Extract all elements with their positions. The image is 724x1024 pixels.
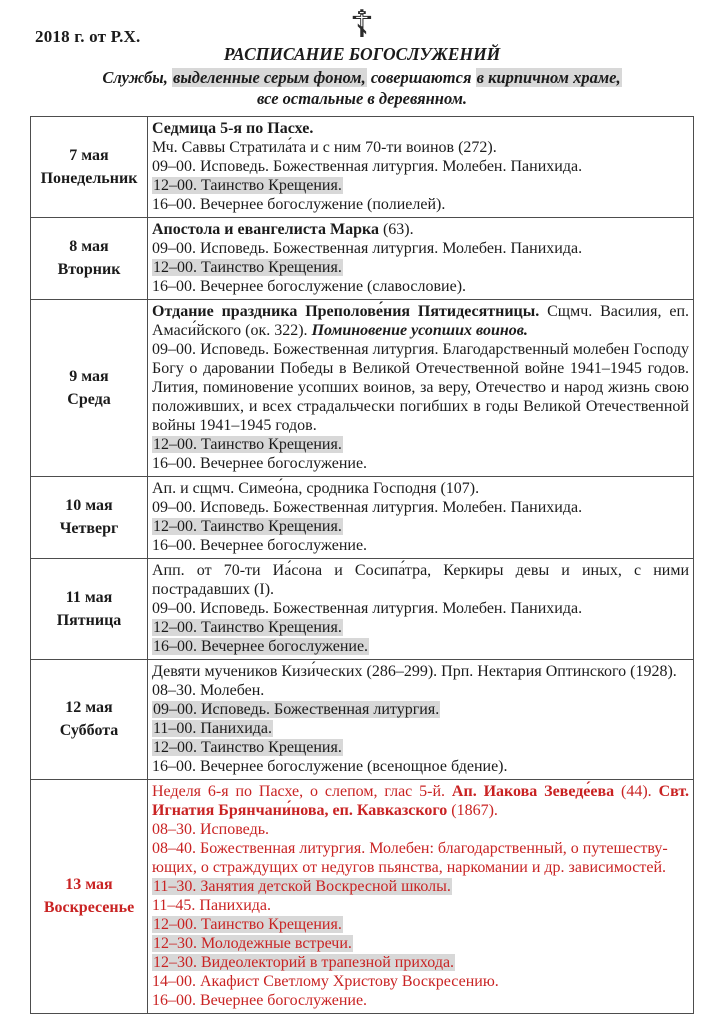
date-label: 8 мая	[69, 238, 109, 255]
text-segment: 11–30. Занятия детской Воскресной школы.	[153, 878, 451, 895]
text-segment: Седмица 5-я по Пасхе.	[152, 120, 314, 137]
document-header	[0, 0, 724, 109]
service-line	[152, 498, 689, 517]
service-line	[152, 738, 689, 757]
schedule-title: РАСПИСАНИЕ БОГОСЛУЖЕНИЙ	[223, 44, 501, 64]
services-cell	[148, 559, 694, 660]
service-line	[152, 517, 689, 536]
service-line	[152, 138, 689, 157]
text-segment: 12–00. Таинство Крещения.	[153, 259, 342, 276]
table-row	[31, 218, 694, 300]
text-segment: Сщмч. Василия, еп. Амаси́йского (ок. 322).	[152, 303, 690, 339]
text-segment: 12–00. Таинство Крещения.	[153, 518, 342, 535]
service-line	[152, 536, 689, 555]
text-segment: 16–00. Вечернее богослужение (славословие).	[152, 278, 467, 295]
text-segment: выделенные серым фоном,	[172, 68, 366, 87]
date-label: 7 мая	[69, 146, 109, 164]
weekday-label: Пятница	[56, 611, 122, 629]
text-segment: 12–00. Таинство Крещения.	[153, 177, 342, 194]
service-line	[152, 896, 689, 915]
service-line	[152, 991, 689, 1010]
subtitle-line-2: все остальные в деревянном.	[256, 89, 468, 108]
date-cell	[31, 477, 148, 559]
text-segment: 09–00. Исповедь. Божественная литургия. Молебен. Панихида.	[152, 600, 583, 617]
text-segment: Девяти мучеников Кизи́ческих (286–299). Прп. Нектария Оптинского (1928).	[152, 663, 677, 680]
text-segment: 16–00. Вечернее богослужение.	[152, 455, 368, 472]
date-cell	[31, 300, 148, 477]
service-line	[152, 953, 689, 972]
service-line	[152, 258, 689, 277]
service-line	[152, 561, 689, 599]
text-segment: 16–00. Вечернее богослужение.	[152, 992, 368, 1009]
text-segment: 12–00. Таинство Крещения.	[153, 436, 342, 453]
table-row	[31, 660, 694, 780]
service-line	[152, 277, 689, 296]
text-segment: 09–00. Исповедь. Божественная литургия. Молебен. Панихида.	[152, 499, 583, 516]
table-row	[31, 559, 694, 660]
text-segment: в кирпичном храме,	[476, 68, 621, 87]
text-segment: 08–30. Молебен.	[152, 682, 265, 699]
text-segment: Поминовение усопших воинов.	[311, 322, 528, 339]
service-line	[152, 220, 689, 239]
service-line	[152, 637, 689, 656]
date-cell	[31, 218, 148, 300]
service-line	[152, 195, 689, 214]
service-line	[152, 934, 689, 953]
service-line	[152, 239, 689, 258]
text-segment: Апп. от 70-ти Иа́сона и Сосипа́тра, Керкиры девы и иных, с ними пострадавших (I).	[152, 562, 689, 598]
weekday-label: Понедельник	[40, 169, 138, 187]
date-label: 10 мая	[65, 497, 113, 514]
service-line	[152, 435, 689, 454]
weekday-label: Суббота	[59, 722, 119, 739]
text-segment: Свт. Игнатия Брянчани́нова, еп. Кавказского	[152, 783, 690, 819]
service-line	[152, 599, 689, 618]
service-line	[152, 157, 689, 176]
date-label: 9 мая	[69, 367, 109, 385]
service-line	[152, 681, 689, 700]
text-segment: 12–00. Таинство Крещения.	[153, 916, 342, 933]
text-segment: 08–40. Божественная литургия. Молебен: благодарственный, о путешеству-	[152, 840, 668, 857]
service-line	[152, 454, 689, 473]
subtitle-line-1	[0, 67, 724, 88]
service-line	[152, 618, 689, 637]
weekday-label: Воскресенье	[43, 899, 135, 916]
service-line	[152, 972, 689, 991]
date-label: 11 мая	[65, 588, 113, 606]
table-row	[31, 300, 694, 477]
service-line	[152, 820, 689, 839]
date-label: 13 мая	[65, 876, 113, 893]
text-segment: Ап. и сщмч. Симео́на, сродника Господня (107).	[152, 480, 480, 497]
text-segment: 12–00. Таинство Крещения.	[153, 619, 342, 636]
weekday-label: Среда	[67, 390, 111, 408]
service-line	[152, 119, 689, 138]
text-segment: 08–30. Исповедь.	[152, 821, 270, 838]
text-segment: 12–30. Видеолекторий в трапезной прихода.	[153, 954, 455, 971]
text-segment: 16–00. Вечернее богослужение (полиелей).	[152, 196, 446, 213]
text-segment: совершаются	[366, 68, 476, 87]
date-cell	[31, 559, 148, 660]
text-segment: 16–00. Вечернее богослужение.	[152, 537, 368, 554]
text-segment: ющих, о страждущих от недугов пьянства, наркомании и др. зависимостей.	[152, 859, 667, 876]
text-segment: 16–00. Вечернее богослужение (всенощное бдение).	[152, 758, 508, 775]
service-line	[152, 700, 689, 719]
orthodox-cross-icon: ☦	[349, 2, 375, 46]
services-cell	[148, 660, 694, 780]
text-segment: Ап. Иакова Зеведе́ева	[451, 783, 615, 800]
weekday-label: Четверг	[59, 520, 119, 537]
service-line	[152, 782, 689, 820]
service-line	[152, 839, 689, 877]
table-row	[31, 117, 694, 218]
weekday-label: Вторник	[57, 261, 121, 278]
text-segment: 12–30. Молодежные встречи.	[153, 935, 352, 952]
text-segment: (44).	[614, 783, 659, 800]
text-segment: 09–00. Исповедь. Божественная литургия.	[153, 701, 440, 718]
table-row	[31, 477, 694, 559]
service-line	[152, 176, 689, 195]
service-line	[152, 662, 689, 681]
service-line	[152, 915, 689, 934]
text-segment: Неделя 6-я по Пасхе, о слепом, глас 5-й.	[152, 783, 452, 800]
service-line	[152, 757, 689, 776]
text-segment: Отдание праздника Преполове́ния Пятидесятницы.	[152, 303, 540, 320]
services-cell	[148, 780, 694, 1014]
text-segment: 09–00. Исповедь. Божественная литургия. Молебен. Панихида.	[152, 240, 583, 257]
schedule-table	[30, 116, 694, 1014]
date-cell	[31, 660, 148, 780]
text-segment: 16–00. Вечернее богослужение.	[153, 638, 369, 655]
services-cell	[148, 477, 694, 559]
service-line	[152, 719, 689, 738]
text-segment: 11–45. Панихида.	[152, 897, 271, 914]
text-segment: 12–00. Таинство Крещения.	[153, 739, 342, 756]
service-line	[152, 302, 689, 340]
table-row	[31, 780, 694, 1014]
service-line	[152, 877, 689, 896]
date-cell	[31, 117, 148, 218]
date-cell	[31, 780, 148, 1014]
text-segment: Мч. Саввы Стратила́та и с ним 70-ти воинов (272).	[152, 139, 497, 156]
services-cell	[148, 300, 694, 477]
service-line	[152, 479, 689, 498]
text-segment: 09–00. Исповедь. Божественная литургия. Молебен. Панихида.	[152, 158, 583, 175]
text-segment: 09–00. Исповедь. Божественная литургия. Благодарственный молебен Господу Богу о даровании Победы в Великой Отечественной войне 1941–1945 годов. Лития, поминовение усопших воинов, за веру, Отечество и народ жизнь свою положивших, и всех страдальчески погибших в годы Великой Отечественной войны 1941–1945 годов.	[152, 341, 689, 434]
text-segment: Службы,	[102, 68, 172, 87]
services-cell	[148, 218, 694, 300]
text-segment: 11–00. Панихида.	[153, 720, 272, 737]
schedule-subtitle	[0, 67, 724, 109]
service-line	[152, 340, 689, 435]
text-segment: Апостола и евангелиста Марка	[152, 221, 379, 238]
text-segment: (1867).	[447, 802, 498, 819]
text-segment: 14–00. Акафист Светлому Христову Воскресению.	[152, 973, 499, 990]
text-segment: (63).	[378, 221, 414, 238]
date-label: 12 мая	[65, 699, 113, 716]
services-cell	[148, 117, 694, 218]
year-label: 2018 г. от Р.Х.	[35, 27, 141, 46]
